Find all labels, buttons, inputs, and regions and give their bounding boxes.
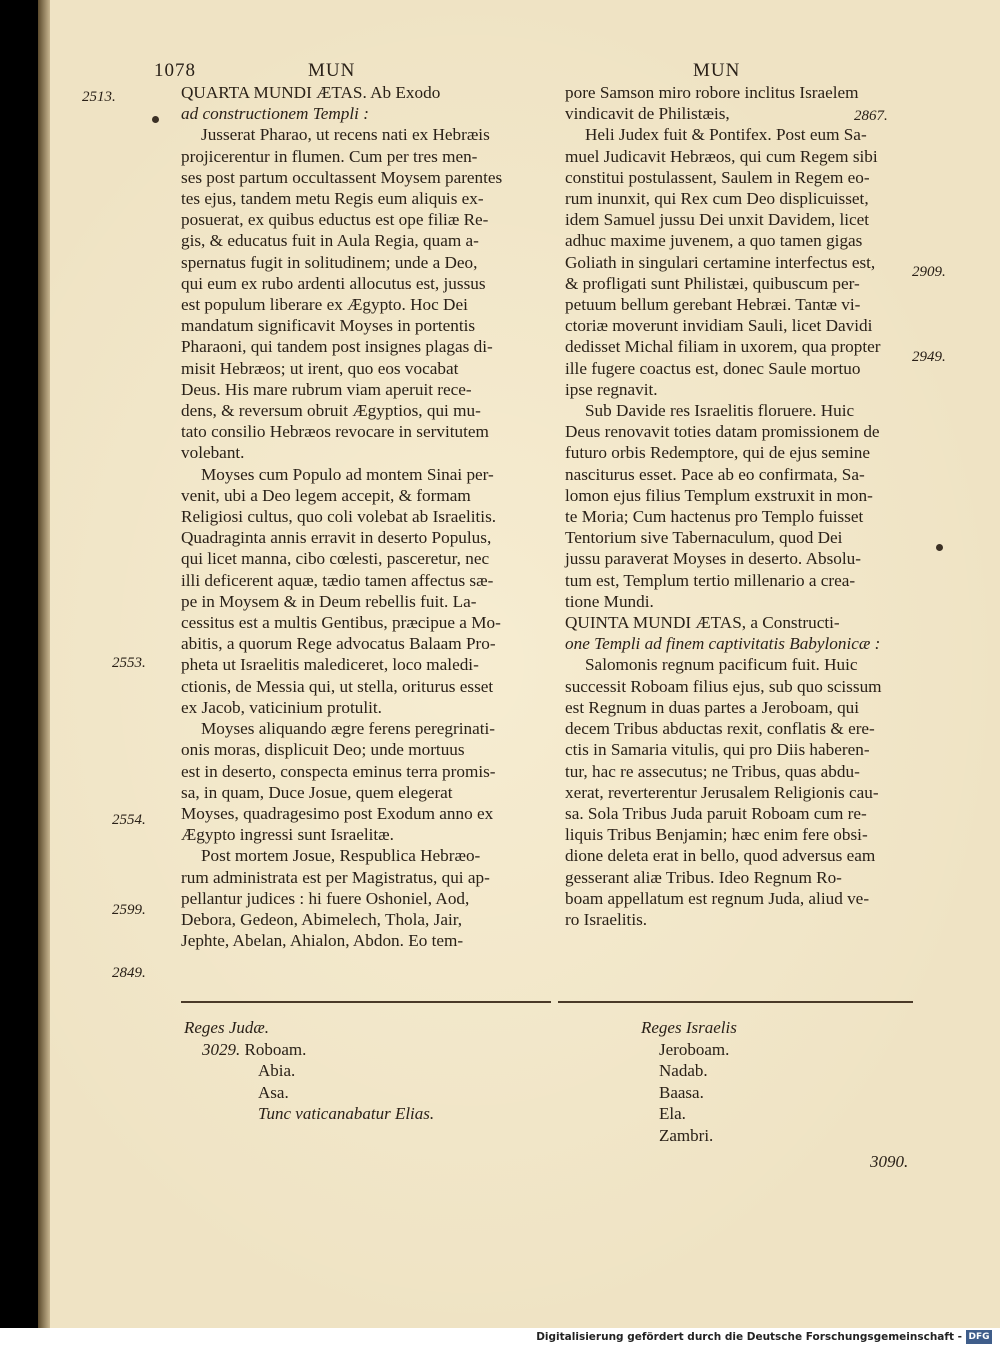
text-line: tione Mundi. <box>565 591 654 611</box>
text-line: est Regnum in duas partes a Jeroboam, qui <box>565 697 860 717</box>
book-page <box>38 0 1000 1328</box>
text-line: successit Roboam filius ejus, sub quo scissum <box>565 676 882 696</box>
dfg-logo-icon: DFG <box>966 1330 992 1344</box>
text-line: gis, & educatus fuit in Aula Regia, quam a- <box>181 231 479 251</box>
margin-year: 2949. <box>912 349 946 365</box>
footnote-rule-right <box>558 1001 913 1003</box>
text-line: Moyses aliquando ægre ferens peregrinati- <box>201 719 496 739</box>
text-line: Religiosi cultus, quo coli volebat ab Israelitis. <box>181 507 497 527</box>
text-line: cessitus est a multis Gentibus, præcipue a Mo- <box>181 613 501 633</box>
list-note: Tunc vaticanabatur Elias. <box>258 1104 435 1123</box>
text-line: Quadraginta annis erravit in deserto Populus, <box>181 528 492 548</box>
text-line: constitui postulassent, Saulem in Regem eo- <box>565 167 870 187</box>
text-line: vindicavit de Philistæis, <box>565 104 730 124</box>
margin-year: 2599. <box>112 902 146 918</box>
text-line: pe in Moysem & in Deum rebellis fuit. La- <box>181 591 477 611</box>
text-line: ille fugere coactus est, donec Saule mortuo <box>565 358 861 378</box>
text-line: volebant. <box>181 443 245 463</box>
text-line: Tentorium sive Tabernaculum, quod Dei <box>565 528 843 548</box>
text-line: Goliath in singulari certamine interfectus est, <box>565 252 876 272</box>
text-line: onis moras, displicuit Deo; unde mortuus <box>181 740 465 760</box>
text-line: decem Tribus abductas rexit, conflatis & ere- <box>565 719 875 739</box>
text-line: tur, hac re assecutus; ne Tribus, quas abdu- <box>565 761 860 781</box>
text-line: idem Samuel jussu Dei unxit Davidem, licet <box>565 210 870 230</box>
text-line: venit, ubi a Deo legem accepit, & formam <box>181 485 471 505</box>
section-heading: QUINTA MUNDI ÆTAS, a Constructi- <box>565 613 840 633</box>
text-line: lomon ejus filius Templum exstruxit in mon- <box>565 485 873 505</box>
text-line: muel Judicavit Hebræos, qui cum Regem sibi <box>565 146 878 166</box>
text-line: Pharaoni, qui tandem post insignes plagas di- <box>181 337 493 357</box>
text-line: tum est, Templum tertio millenario a crea- <box>565 570 856 590</box>
margin-year: 2513. <box>82 89 116 105</box>
text-line: ctoriæ moverunt invidiam Sauli, licet Davidi <box>565 316 873 336</box>
list-year: 3029. <box>202 1039 241 1059</box>
text-line: misit Hebræos; ut irent, quo eos vocabat <box>181 358 459 378</box>
text-line: nasciturus esset. Pace ab eo confirmata, Sa- <box>565 464 865 484</box>
text-line: Deus renovavit toties datam promissionem de <box>565 422 880 442</box>
text-line: futuro orbis Redemptore, qui de ejus semine <box>565 443 871 463</box>
text-line: ipse regnavit. <box>565 379 658 399</box>
text-line: pore Samson miro robore inclitus Israelem <box>565 83 859 102</box>
ink-blot <box>152 116 159 123</box>
reges-israelis-list <box>641 1017 737 1146</box>
text-line: mandatum significavit Moyses in portentis <box>181 316 476 336</box>
text-line: Sub Davide res Israelitis floruere. Huic <box>585 401 855 421</box>
text-line: Jephte, Abelan, Ahialon, Abdon. Eo tem- <box>181 931 464 951</box>
list-title: Reges Judæ. <box>184 1018 269 1037</box>
text-line: te Moria; Cum hactenus pro Templo fuisset <box>565 507 864 527</box>
margin-year: 2554. <box>112 812 146 828</box>
section-subheading: one Templi ad finem captivitatis Babylonicæ : <box>565 634 881 654</box>
list-item: Abia. <box>258 1061 296 1080</box>
text-line: ctionis, de Messia qui, ut stella, oriturus esset <box>181 676 494 696</box>
text-line: liquis Tribus Benjamin; hæc enim fere obsi- <box>565 825 868 845</box>
list-item: Nadab. <box>659 1061 708 1080</box>
list-item: Ela. <box>659 1104 686 1123</box>
list-year-end: 3090. <box>870 1152 909 1171</box>
text-line: qui licet manna, cibo cœlesti, pasceretur, nec <box>181 549 490 569</box>
text-line: boam appellatum est regnum Juda, aliud ve- <box>565 888 870 908</box>
text-line: tes ejus, tandem metu Regis eum aliquis ex- <box>181 189 484 209</box>
reges-judae-list <box>184 1017 434 1125</box>
list-title: Reges Israelis <box>641 1018 737 1037</box>
ink-blot <box>936 544 943 551</box>
text-line: illi deficerent aquæ, tædio tamen affectus sæ- <box>181 570 494 590</box>
text-line: rum inunxit, qui Rex cum Deo displicuisset, <box>565 189 869 209</box>
text-line: dens, & reversum obruit Ægyptios, qui mu- <box>181 401 481 421</box>
text-line: ses post partum occultassent Moysem parentes <box>181 167 503 187</box>
text-line: sa. Sola Tribus Juda paruit Roboam cum re- <box>565 803 867 823</box>
list-item: Asa. <box>258 1082 289 1102</box>
margin-year: 2909. <box>912 264 946 280</box>
text-line: Ægypto ingressi sunt Israelitæ. <box>181 825 394 845</box>
list-item: Jeroboam. <box>659 1039 730 1059</box>
right-column <box>565 82 882 930</box>
text-line: Moyses, quadragesimo post Exodum anno ex <box>181 803 494 823</box>
margin-year: 2867. <box>854 108 888 124</box>
margin-year: 2553. <box>112 655 146 671</box>
text-line: est in deserto, conspecta eminus terra promis- <box>181 761 496 781</box>
text-line: adhuc maxime juvenem, a quo tamen gigas <box>565 231 863 251</box>
text-line: Deus. His mare rubrum viam aperuit rece- <box>181 379 472 399</box>
right-running-head: MUN <box>693 60 741 81</box>
text-line: ex Jacob, vaticinium protulit. <box>181 697 382 717</box>
text-line: dione deleta erat in bello, quod adversus eam <box>565 846 876 866</box>
text-line: est populum liberare ex Ægypto. Hoc Dei <box>181 295 468 315</box>
text-line: ro Israelitis. <box>565 909 648 929</box>
text-line: posuerat, ex quibus eductus est ope filiæ Re- <box>181 210 489 230</box>
text-line: pheta ut Israelitis malediceret, loco maledi- <box>181 655 479 675</box>
section-subheading: ad constructionem Templi : <box>181 104 369 124</box>
text-line: Salomonis regnum pacificum fuit. Huic <box>585 655 858 675</box>
page-number: 1078 <box>154 60 196 81</box>
text-line: Post mortem Josue, Respublica Hebræo- <box>201 846 481 866</box>
left-column <box>181 82 502 951</box>
list-item: Zambri. <box>659 1125 714 1145</box>
footnote-rule-left <box>181 1001 551 1003</box>
text-line: jussu paraverat Moyses in deserto. Absolu- <box>565 549 861 569</box>
text-line: Jusserat Pharao, ut recens nati ex Hebræis <box>201 125 490 145</box>
text-line: ctis in Samaria vitulis, qui pro Diis haberen- <box>565 740 870 760</box>
page-gutter-edge <box>38 0 50 1328</box>
text-line: Heli Judex fuit & Pontifex. Post eum Sa- <box>585 125 867 145</box>
text-line: petuum bellum gerebant Hebræi. Tantæ vi- <box>565 295 861 315</box>
text-line: qui eum ex rubo ardenti allocutus est, jussus <box>181 273 486 293</box>
text-line: & profligati sunt Philistæi, quibuscum per- <box>565 273 860 293</box>
text-line: gesserant aliæ Tribus. Ideo Regnum Ro- <box>565 867 842 887</box>
text-line: projicerentur in flumen. Cum per tres men- <box>181 146 478 166</box>
text-line: tato consilio Hebræos revocare in servitutem <box>181 422 489 442</box>
section-heading: QUARTA MUNDI ÆTAS. Ab Exodo <box>181 83 441 102</box>
margin-year: 2849. <box>112 965 146 981</box>
left-running-head: MUN <box>308 60 356 81</box>
list-item: Baasa. <box>659 1082 704 1102</box>
list-item: Roboam. <box>244 1039 307 1059</box>
text-line: spernatus fugit in solitudinem; unde a Deo, <box>181 252 478 272</box>
text-line: dedisset Michal filiam in uxorem, qua propter <box>565 337 881 357</box>
text-line: pellantur judices : hi fuere Oshoniel, Aod, <box>181 888 470 908</box>
text-line: Debora, Gedeon, Abimelech, Thola, Jair, <box>181 909 463 929</box>
text-line: abitis, a quorum Rege advocatus Balaam Pro- <box>181 634 496 654</box>
text-line: Moyses cum Populo ad montem Sinai per- <box>201 464 494 484</box>
text-line: sa, in quam, Duce Josue, quem elegerat <box>181 782 453 802</box>
text-line: rum administrata est per Magistratus, qui ap- <box>181 867 490 887</box>
footer-credit: Digitalisierung gefördert durch die Deutsche Forschungsgemeinschaft - <box>536 1331 962 1343</box>
text-line: xerat, reverterentur Jerusalem Religionis cau- <box>565 782 879 802</box>
